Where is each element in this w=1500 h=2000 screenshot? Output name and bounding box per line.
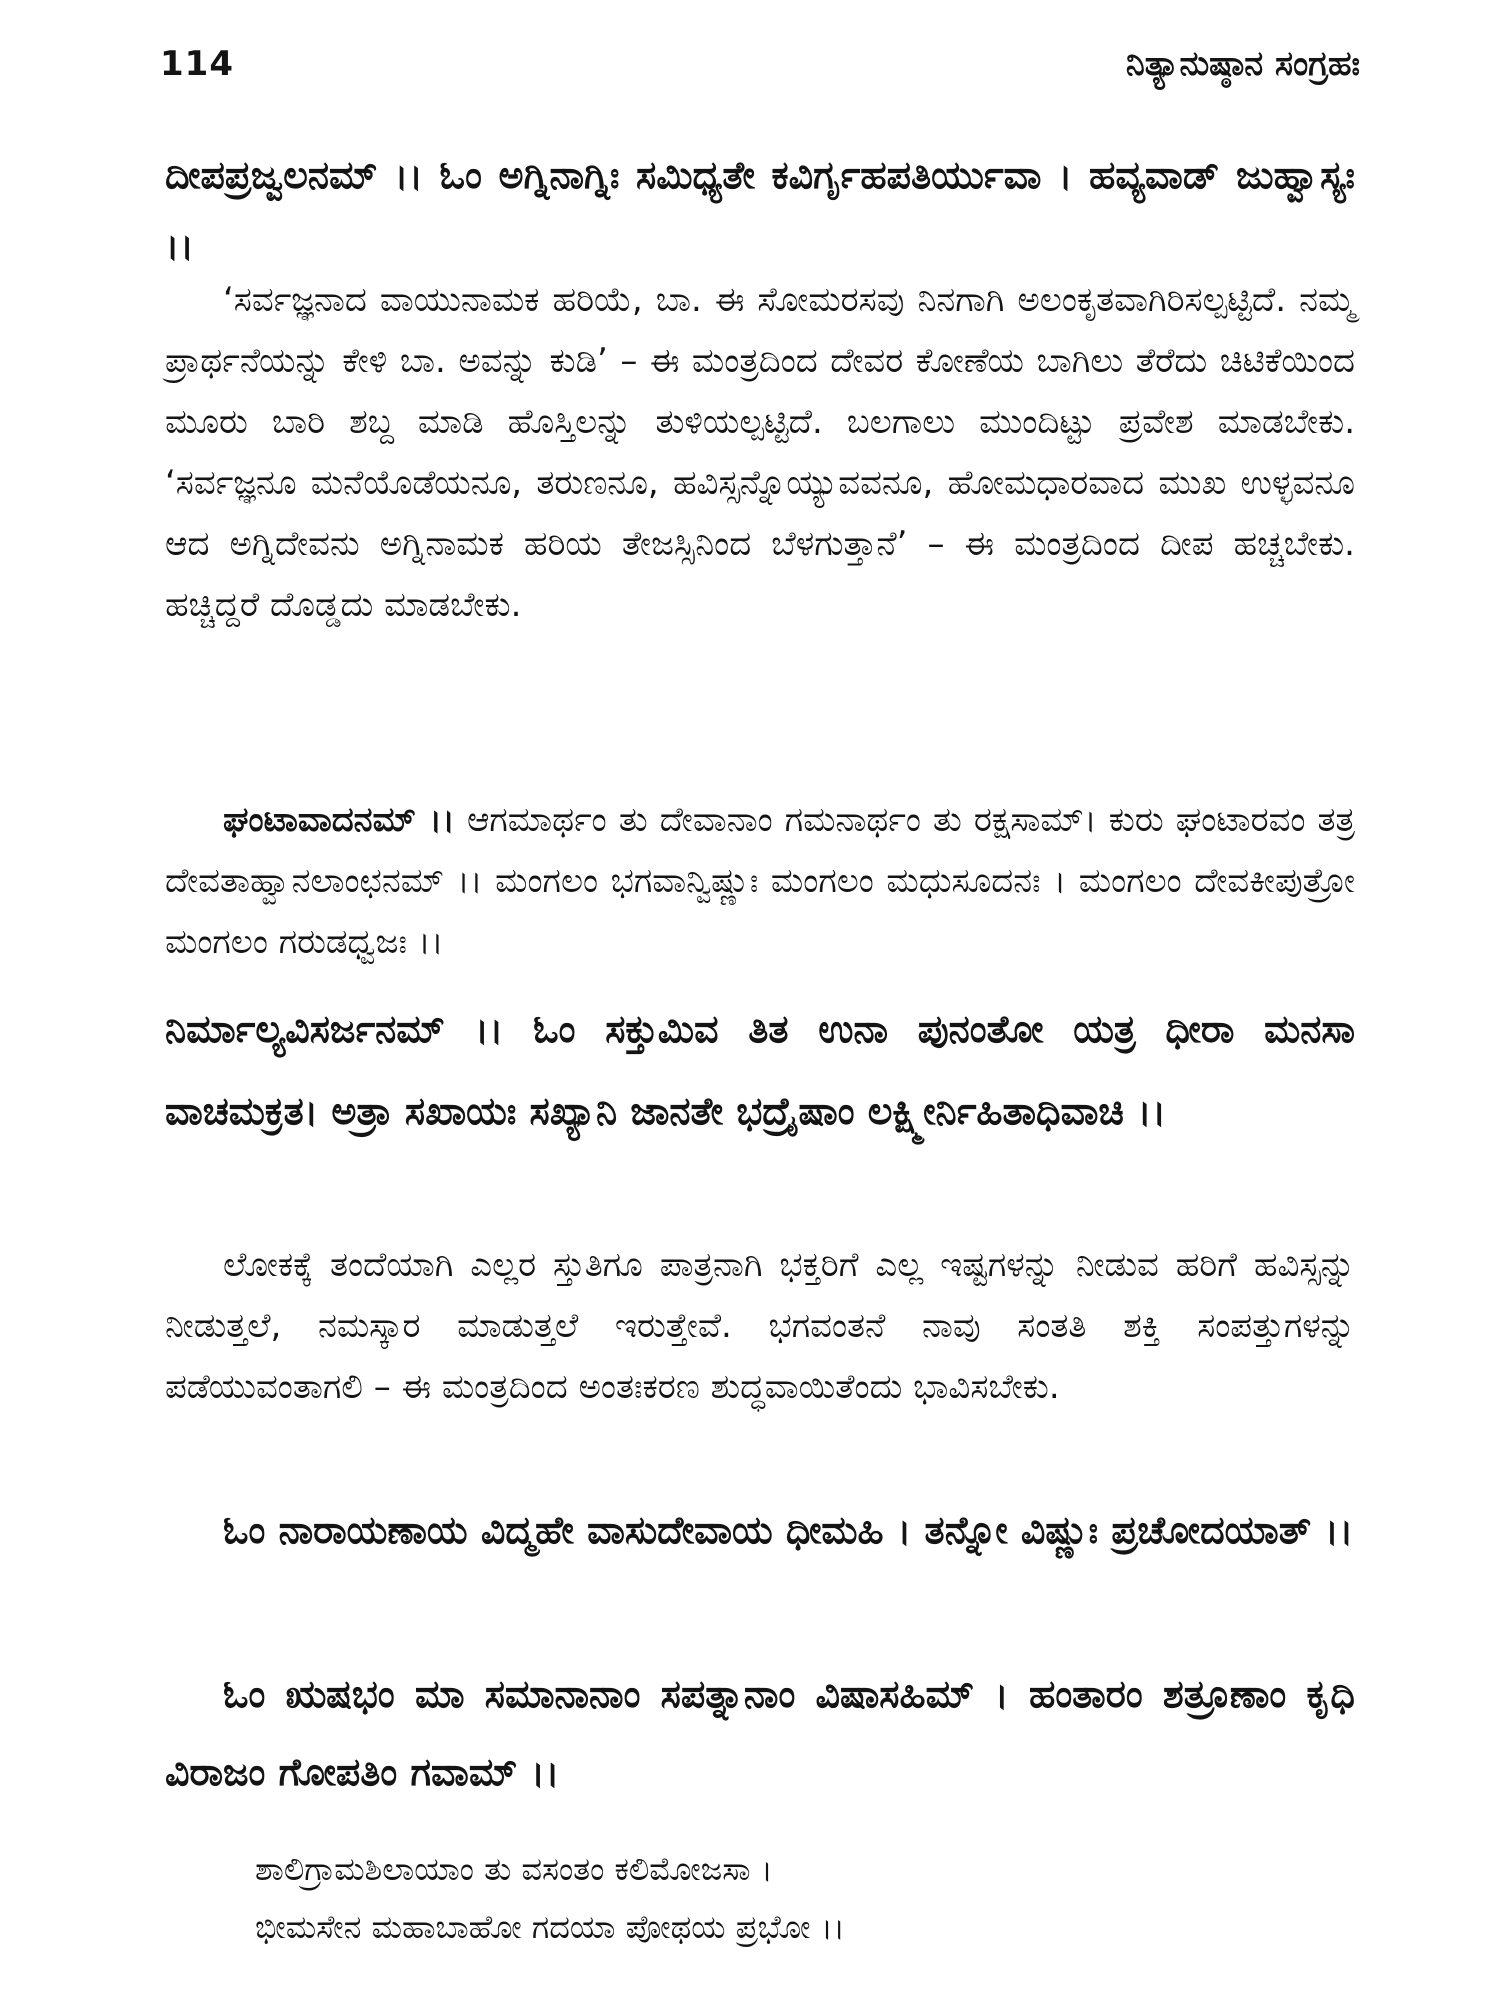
page-header [160, 44, 1360, 94]
deepa-mantra [165, 140, 1355, 280]
verse-line-2: ಭೀಮಸೇನ ಮಹಾಬಾಹೋ ಗದಯಾ ಪೋಥಯ ಪ್ರಭೋ ।। [255, 1908, 845, 1946]
verse-line-1: ಶಾಲಿಗ್ರಾಮಶಿಲಾಯಾಂ ತು ವಸಂತಂ ಕಲಿಮೋಜಸಾ । [255, 1850, 773, 1888]
page-number: 114 [160, 44, 234, 84]
deepa-title: ದೀಪಪ್ರಜ್ವಲನಮ್ ।। [165, 153, 423, 197]
running-title: ನಿತ್ಯಾನುಷ್ಠಾನ ಸಂಗ್ರಹಃ [1125, 44, 1360, 84]
ghanta-text: ಆಗಮಾರ್ಥಂ ತು ದೇವಾನಾಂ ಗಮನಾರ್ಥಂ ತು ರಕ್ಷಸಾಮ್। ಕುರು ಘಂಟಾರವಂ ತತ್ರ ದೇವತಾಹ್ವಾನಲಾಂಛನಮ್ ।। ಮಂಗಲಂ ಭಗವಾನ್ವಿಷ್ಣುಃ ಮಂಗಲಂ ಮಧುಸೂದನಃ । ಮಂಗಲಂ ದೇವಕೀಪುತ್ರೋ ಮಂಗಲಂ ಗರುಡಧ್ವಜಃ ।। [165, 800, 1356, 962]
shaligrama-verse [255, 1840, 1255, 1956]
ghanta-section [165, 790, 1355, 973]
narayana-gayatri: ಓಂ ನಾರಾಯಣಾಯ ವಿದ್ಮಹೇ ವಾಸುದೇವಾಯ ಧೀಮಹಿ । ತನ್ನೋ ವಿಷ್ಣುಃ ಪ್ರಚೋದಯಾತ್ ।। [223, 1508, 1354, 1552]
nirmalya-explanation: ಲೋಕಕ್ಕೆ ತಂದೆಯಾಗಿ ಎಲ್ಲರ ಸ್ತುತಿಗೂ ಪಾತ್ರನಾಗಿ ಭಕ್ತರಿಗೆ ಎಲ್ಲ ಇಷ್ಟಗಳನ್ನು ನೀಡುವ ಹರಿಗೆ ಹವಿಸ್ಸನ್ನು ನೀಡುತ್ತಲೆ, ನಮಸ್ಕಾರ ಮಾಡುತ್ತಲೆ ಇರುತ್ತೇವೆ. ಭಗವಂತನೆ ನಾವು ಸಂತತಿ ಶಕ್ತಿ ಸಂಪತ್ತುಗಳನ್ನು ಪಡೆಯುವಂತಾಗಲಿ – ಈ ಮಂತ್ರದಿಂದ ಅಂತಃಕರಣ ಶುದ್ಧವಾಯಿತೆಂದು ಭಾವಿಸಬೇಕು. [165, 1245, 1355, 1407]
ghanta-title: ಘಂಟಾವಾದನಮ್ ।। [223, 800, 455, 840]
rishabha-mantra: ಓಂ ಋಷಭಂ ಮಾ ಸಮಾನಾನಾಂ ಸಪತ್ನಾನಾಂ ವಿಷಾಸಹಿಮ್ । ಹಂತಾರಂ ಶತ್ರೂಣಾಂ ಕೃಧಿ ವಿರಾಜಂ ಗೋಪತಿಂ ಗವಾಮ್ ।। [165, 1672, 1355, 1794]
deepa-explanation: ‘ಸರ್ವಜ್ಞನಾದ ವಾಯುನಾಮಕ ಹರಿಯೆ, ಬಾ. ಈ ಸೋಮರಸವು ನಿನಗಾಗಿ ಅಲಂಕೃತವಾಗಿರಿಸಲ್ಪಟ್ಟಿದೆ. ನಮ್ಮ ಪ್ರಾರ್ಥನೆಯನ್ನು ಕೇಳಿ ಬಾ. ಅವನ್ನು ಕುಡಿ’ – ಈ ಮಂತ್ರದಿಂದ ದೇವರ ಕೋಣೆಯ ಬಾಗಿಲು ತೆರೆದು ಚಿಟಿಕೆಯಿಂದ ಮೂರು ಬಾರಿ ಶಬ್ದ ಮಾಡಿ ಹೊಸ್ತಿಲನ್ನು ತುಳಿಯಲ್ಪಟ್ಟಿದೆ. ಬಲಗಾಲು ಮುಂದಿಟ್ಟು ಪ್ರವೇಶ ಮಾಡಬೇಕು. ‘ಸರ್ವಜ್ಞನೂ ಮನೆಯೊಡೆಯನೂ, ತರುಣನೂ, ಹವಿಸ್ಸನ್ನೊಯ್ಯುವವನೂ, ಹೋಮಧಾರವಾದ ಮುಖ ಉಳ್ಳವನೂ ಆದ ಅಗ್ನಿದೇವನು ಅಗ್ನಿನಾಮಕ ಹರಿಯ ತೇಜಸ್ಸಿನಿಂದ ಬೆಳಗುತ್ತಾನೆ’ – ಈ ಮಂತ್ರದಿಂದ ದೀಪ ಹಚ್ಚಬೇಕು. ಹಚ್ಚಿದ್ದರೆ ದೊಡ್ಡದು ಮಾಡಬೇಕು. [165, 280, 1355, 625]
nirmalya-mantra-text: ಓಂ ಸಕ್ತುಮಿವ ತಿತ ಉನಾ ಪುನಂತೋ ಯತ್ರ ಧೀರಾ ಮನಸಾ ವಾಚಮಕ್ರತ। ಅತ್ರಾ ಸಖಾಯಃ ಸಖ್ಯಾನಿ ಜಾನತೇ ಭದ್ರೈಷಾಂ ಲಕ್ಷ್ಮೀರ್ನಿಹಿತಾಧಿವಾಚಿ ।। [165, 1007, 1355, 1133]
deepa-mantra-text: ಓಂ ಅಗ್ನಿನಾಗ್ನಿಃ ಸಮಿಧ್ಯತೇ ಕವಿರ್ಗೃಹಪತಿರ್ಯುವಾ । ಹವ್ಯವಾಡ್ ಜುಹ್ವಾಸ್ಯಃ ।। [165, 153, 1356, 267]
nirmalya-title: ನಿರ್ಮಾಲ್ಯವಿಸರ್ಜನಮ್ ।। [165, 1007, 504, 1051]
nirmalya-mantra [165, 988, 1355, 1152]
